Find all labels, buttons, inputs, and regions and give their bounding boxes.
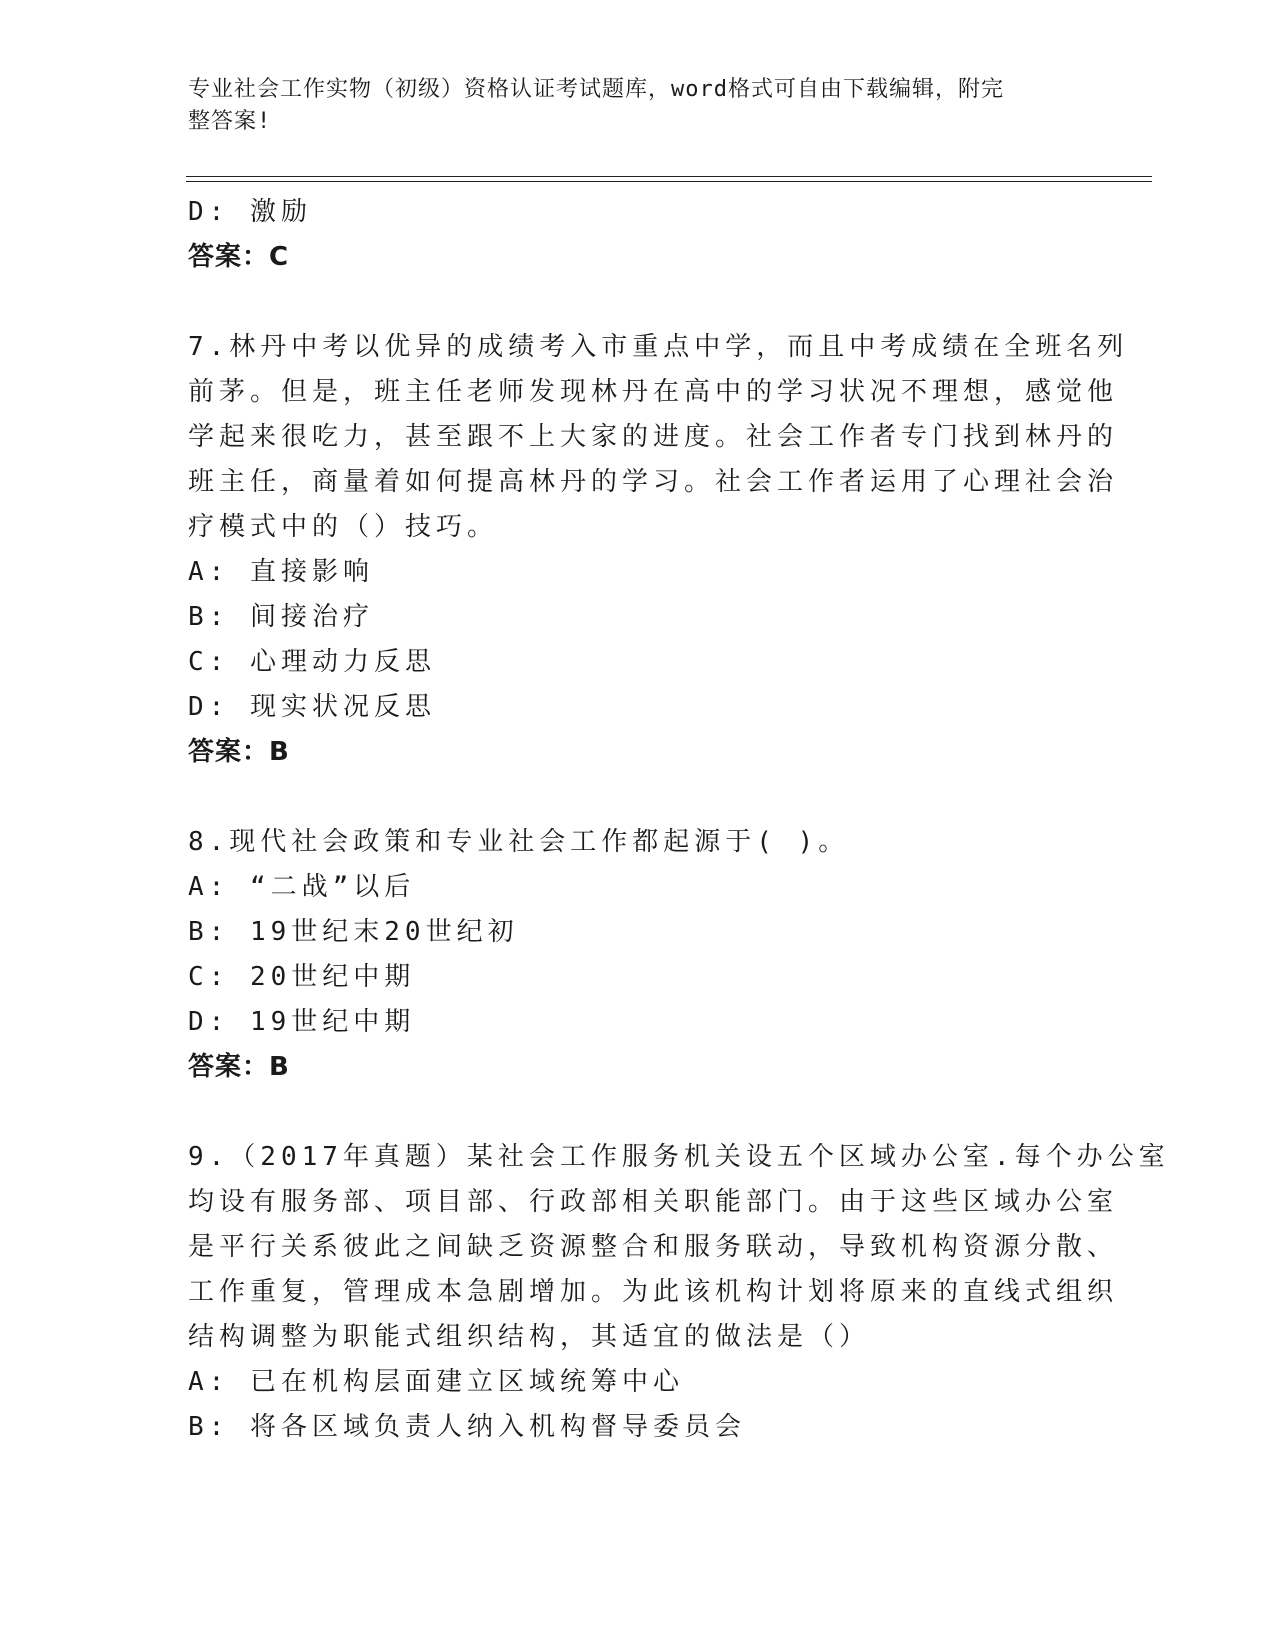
q7-stem-line: 疗模式中的（）技巧。 xyxy=(188,512,499,542)
q7-stem-line: 班主任，商量着如何提高林丹的学习。社会工作者运用了心理社会治 xyxy=(188,467,1119,497)
q9-stem-line: 均设有服务部、项目部、行政部相关职能部门。由于这些区域办公室 xyxy=(188,1187,1119,1217)
q8-option-a: A: “二战”以后 xyxy=(188,872,416,902)
q8-option-c: C: 20世纪中期 xyxy=(188,962,416,992)
q9-stem-line: 结构调整为职能式组织结构，其适宜的做法是（） xyxy=(188,1322,871,1352)
q7-option-c: C: 心理动力反思 xyxy=(188,647,436,677)
question-9 xyxy=(188,1135,1170,1450)
document-header xyxy=(188,74,1068,138)
q8-option-d: D: 19世纪中期 xyxy=(188,1007,416,1037)
q9-stem-line: 是平行关系彼此之间缺乏资源整合和服务联动，导致机构资源分散、 xyxy=(188,1232,1119,1262)
prev-answer: 答案：C xyxy=(188,242,290,272)
q7-stem-line: 7.林丹中考以优异的成绩考入市重点中学，而且中考成绩在全班名列 xyxy=(188,332,1129,362)
question-8 xyxy=(188,820,1078,1090)
q9-option-a: A: 已在机构层面建立区域统筹中心 xyxy=(188,1367,684,1397)
q7-stem-line: 学起来很吃力，甚至跟不上大家的进度。社会工作者专门找到林丹的 xyxy=(188,422,1119,452)
q8-stem-line: 8.现代社会政策和专业社会工作都起源于( )。 xyxy=(188,827,850,857)
q7-option-d: D: 现实状况反思 xyxy=(188,692,436,722)
q7-answer: 答案：B xyxy=(188,737,290,767)
q7-stem-line: 前茅。但是，班主任老师发现林丹在高中的学习状况不理想，感觉他 xyxy=(188,377,1119,407)
document-body xyxy=(188,190,1170,1450)
q9-stem-line: 工作重复，管理成本急剧增加。为此该机构计划将原来的直线式组织 xyxy=(188,1277,1119,1307)
q7-option-b: B: 间接治疗 xyxy=(188,602,374,632)
header-line-1: 专业社会工作实物（初级）资格认证考试题库，word格式可自由下载编辑，附完 xyxy=(188,77,1004,102)
header-line-2: 整答案! xyxy=(188,109,272,134)
q9-stem-line: 9.（2017年真题）某社会工作服务机关设五个区域办公室.每个办公室 xyxy=(188,1142,1170,1172)
q9-option-b: B: 将各区域负责人纳入机构督导委员会 xyxy=(188,1412,746,1442)
header-divider-top xyxy=(186,176,1152,177)
prev-option-d: D: 激励 xyxy=(188,197,312,227)
q8-option-b: B: 19世纪末20世纪初 xyxy=(188,917,519,947)
q8-answer: 答案：B xyxy=(188,1052,290,1082)
q7-option-a: A: 直接影响 xyxy=(188,557,374,587)
question-7 xyxy=(188,325,1129,775)
header-divider-bottom xyxy=(186,181,1152,182)
